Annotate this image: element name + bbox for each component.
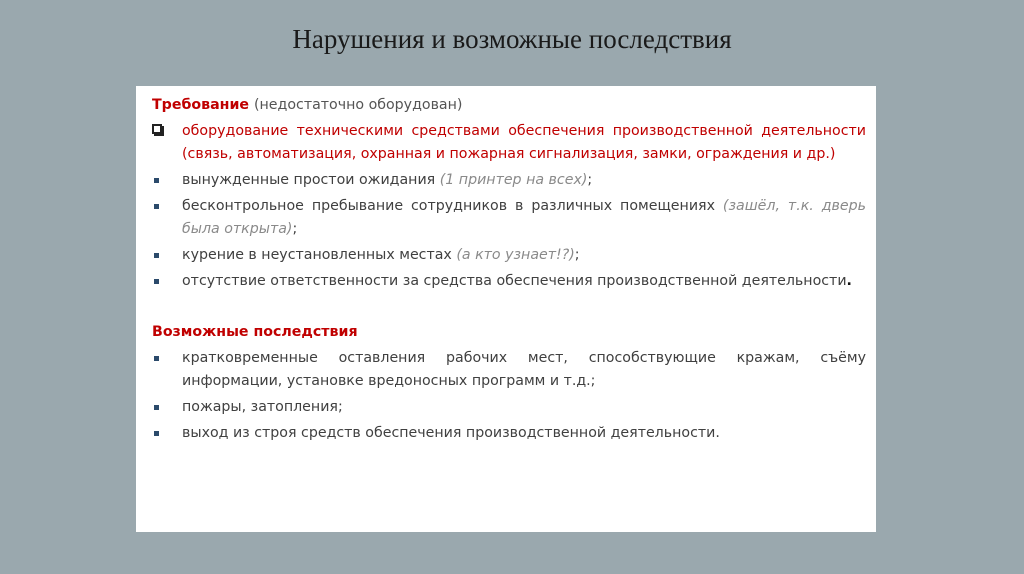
requirement-list [152, 120, 866, 293]
list-item-text: выход из строя средств обеспечения производственной деятельности. [182, 425, 720, 441]
list-item [152, 422, 866, 445]
consequences-heading: Возможные последствия [152, 324, 358, 340]
list-item-tail: ; [292, 221, 298, 237]
list-item-tail: . [846, 273, 852, 289]
consequences-list [152, 347, 866, 445]
requirement-heading-label: Требование [152, 97, 250, 113]
list-item-tail: ; [587, 172, 593, 188]
list-item-hint: (1 принтер на всех) [439, 172, 588, 188]
list-item-hint: (а кто узнает!?) [456, 247, 575, 263]
list-item [152, 195, 866, 241]
list-item-text: пожары, затопления; [182, 399, 343, 415]
square-bullet-icon [152, 422, 172, 445]
list-item-text: вынужденные простои ожидания [182, 172, 440, 188]
requirement-heading-note: (недостаточно оборудован) [253, 97, 463, 113]
list-item [152, 270, 866, 293]
list-item [152, 169, 866, 192]
list-item-text: курение в неустановленных местах [182, 247, 457, 263]
list-item-hint: (зашёл, т.к. дверь была открыта) [182, 198, 866, 237]
square-bullet-icon [152, 195, 172, 218]
slide-title: Нарушения и возможные последствия [292, 24, 732, 54]
list-item-text: кратковременные оставления рабочих мест, способствующие кражам, съёму информации, установке вредоносных программ и т.д.; [182, 350, 866, 389]
list-item [152, 396, 866, 419]
requirement-main-item [152, 120, 866, 166]
requirement-heading [152, 94, 866, 117]
square-bullet-icon [152, 396, 172, 419]
requirement-main-text: оборудование техническими средствами обеспечения производственной деятельности (связь, автоматизация, охранная и пожарная сигнализация, замки, ограждения и др.) [182, 123, 866, 162]
checkbox-bullet-icon [152, 120, 172, 143]
list-item-tail: ; [574, 247, 580, 263]
list-item [152, 347, 866, 393]
square-bullet-icon [152, 347, 172, 370]
list-item-text: бесконтрольное пребывание сотрудников в различных помещениях [182, 198, 723, 214]
list-item-text: отсутствие ответственности за средства обеспечения производственной деятельности [182, 273, 847, 289]
square-bullet-icon [152, 244, 172, 267]
list-item [152, 244, 866, 267]
content-card [136, 86, 876, 532]
square-bullet-icon [152, 169, 172, 192]
square-bullet-icon [152, 270, 172, 293]
